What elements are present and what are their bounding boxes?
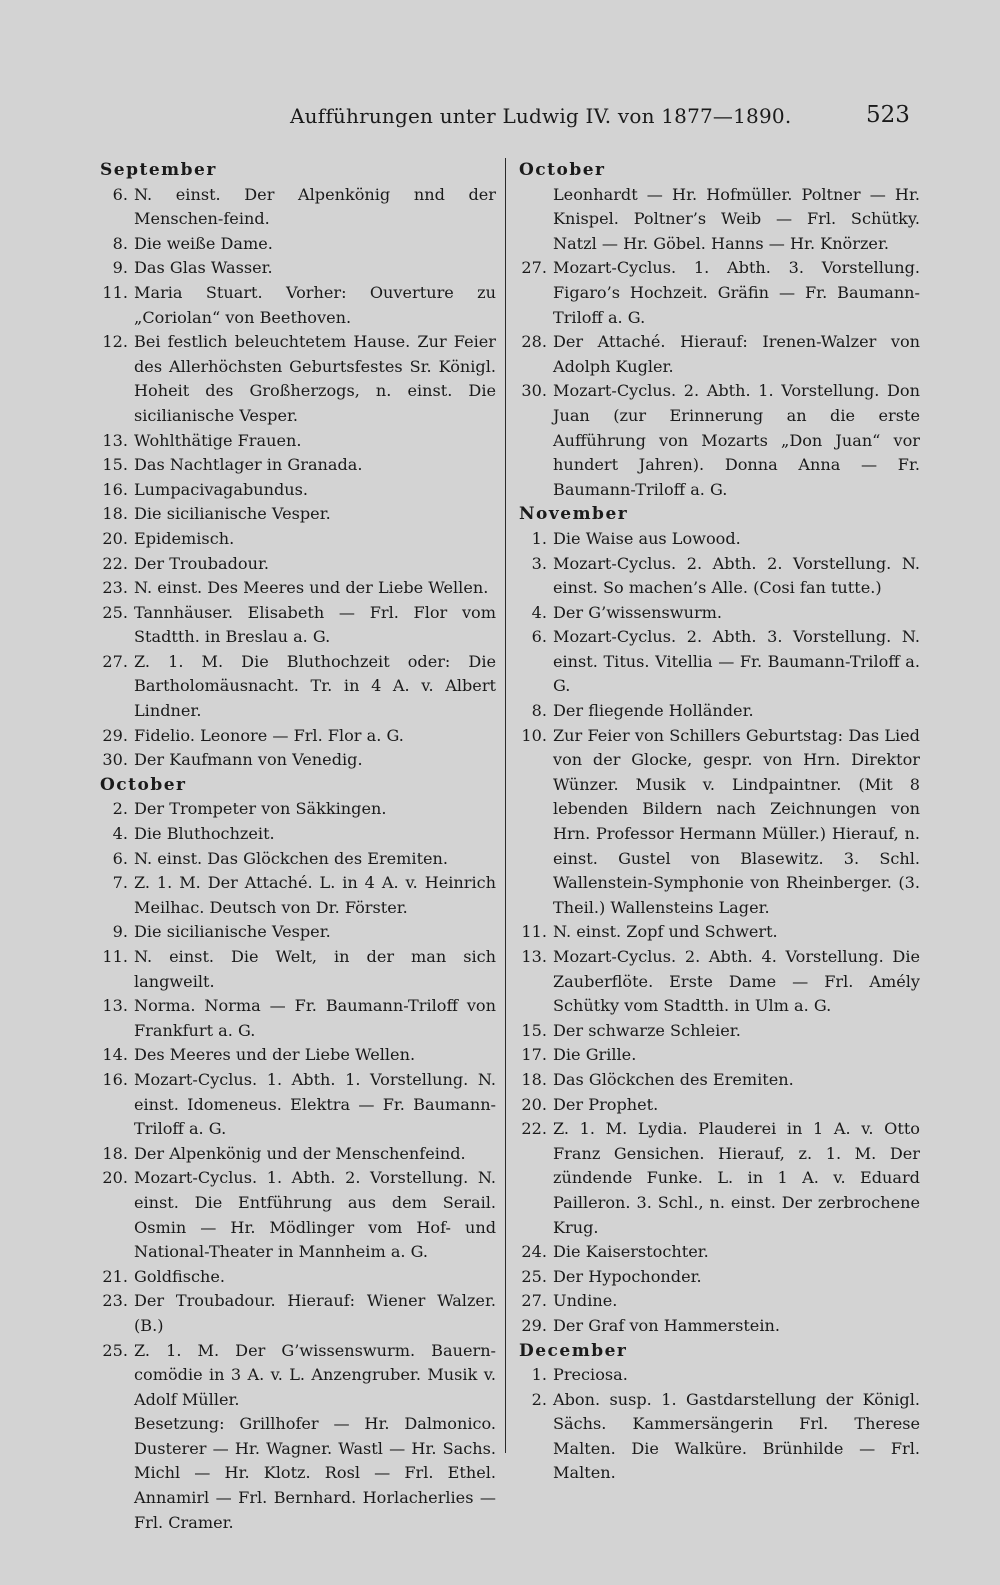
month-heading: October — [519, 160, 606, 180]
entry-day: 10. — [521, 725, 547, 745]
left-column — [96, 158, 496, 1535]
month-heading: October — [100, 774, 187, 795]
performance-entry — [515, 699, 920, 724]
entry-text: Die weiße Dame. — [134, 233, 273, 253]
entry-text: Der G’wissenswurm. — [553, 602, 723, 622]
performance-entry — [96, 945, 496, 994]
performance-entry — [96, 429, 496, 454]
entry-text: Die sicilianische Vesper. — [134, 504, 331, 524]
entry-text: Der fliegende Holländer. — [553, 701, 754, 721]
performance-entry — [96, 724, 496, 749]
entry-day: 2. — [531, 1389, 547, 1409]
entry-text: Mozart-Cyclus. 2. Abth. 4. Vorstellung. Die Zauberflöte. Erste Dame — Frl. Amély Schütky vom Stadtth. in Ulm a. G. — [553, 947, 920, 1016]
performance-entry — [515, 379, 920, 502]
entry-text: Die Kaiserstochter. — [553, 1242, 709, 1262]
performance-entry — [515, 1117, 920, 1240]
entry-text: Die Bluthochzeit. — [134, 824, 275, 844]
entry-text: Lumpacivagabundus. — [134, 479, 309, 499]
entry-day: 11. — [102, 282, 128, 302]
entry-day: 22. — [521, 1119, 547, 1139]
performance-entry — [515, 330, 920, 379]
entry-day: 23. — [102, 1291, 128, 1311]
entry-day: 4. — [531, 602, 547, 622]
entry-day: 24. — [521, 1242, 547, 1262]
performance-entry — [96, 1265, 496, 1290]
page-number: 523 — [866, 102, 910, 128]
entry-day: 13. — [102, 996, 128, 1016]
performance-entry — [515, 1314, 920, 1339]
entry-day: 17. — [521, 1045, 547, 1065]
performance-entry — [96, 256, 496, 281]
performance-entry — [96, 847, 496, 872]
entry-text: Der Attaché. Hierauf: Irenen-Walzer von Adolph Kugler. — [553, 332, 920, 376]
performance-entry — [515, 527, 920, 552]
performance-entry — [515, 1363, 920, 1388]
performance-entry — [96, 1043, 496, 1068]
entry-text: Der Troubadour. Hierauf: Wiener Walzer. (B.) — [134, 1291, 496, 1335]
performance-entry — [96, 1289, 496, 1338]
entry-day: 29. — [521, 1315, 547, 1335]
performance-entry — [96, 576, 496, 601]
entry-day: 15. — [102, 455, 128, 475]
entry-day: 16. — [102, 1069, 128, 1089]
entry-day: 6. — [112, 184, 128, 204]
entry-continuation: Leonhardt — Hr. Hofmüller. Poltner — Hr. Knispel. Poltner’s Weib — Frl. Schütky. Natzl — Hr. Göbel. Hanns — Hr. Knörzer. — [553, 184, 920, 253]
entry-text: Epidemisch. — [134, 528, 235, 548]
entry-day: 2. — [112, 799, 128, 819]
performance-entry — [96, 601, 496, 650]
month-heading: December — [519, 1340, 628, 1361]
entry-text: Tannhäuser. Elisabeth — Frl. Flor vom Stadtth. in Breslau a. G. — [134, 602, 496, 647]
performance-entry — [515, 1388, 920, 1486]
performance-entry — [96, 232, 496, 257]
entry-day: 12. — [102, 332, 128, 352]
performance-entry — [515, 625, 920, 699]
entry-day: 6. — [531, 627, 547, 647]
entry-day: 7. — [112, 873, 128, 893]
entry-text: Der Prophet. — [553, 1094, 659, 1114]
performance-entry — [515, 256, 920, 330]
right-column — [515, 158, 920, 1486]
performance-entry — [96, 920, 496, 945]
entry-day: 15. — [521, 1020, 547, 1040]
entry-day: 13. — [521, 947, 547, 966]
entry-text: Des Meeres und der Liebe Wellen. — [134, 1045, 416, 1065]
performance-entry — [96, 183, 496, 232]
performance-entry — [96, 1068, 496, 1142]
entry-text: Der Troubadour. — [134, 553, 270, 573]
entry-day: 18. — [102, 504, 128, 524]
entry-text: Der Hypochonder. — [553, 1266, 702, 1286]
entry-day: 11. — [521, 922, 547, 942]
performance-entry — [96, 478, 496, 503]
performance-entry — [515, 552, 920, 601]
entry-text: Fidelio. Leonore — Frl. Flor a. G. — [134, 725, 404, 745]
entry-day: 20. — [102, 528, 128, 548]
entry-day: 27. — [521, 258, 547, 278]
entry-text: Preciosa. — [553, 1365, 628, 1385]
entry-text: Undine. — [553, 1291, 618, 1311]
entry-text: Mozart-Cyclus. 1. Abth. 2. Vorstellung. N. einst. Die Entführung aus dem Serail. Osmin — Hr. Mödlinger vom Hof- und National-Theater in Mannheim a. G. — [134, 1168, 496, 1262]
entry-text: Mozart-Cyclus. 1. Abth. 1. Vorstellung. N. einst. Idomeneus. Elektra — Fr. Baumann-Triloff a. G. — [134, 1069, 496, 1139]
performance-entry — [515, 601, 920, 626]
entry-day: 27. — [521, 1291, 547, 1311]
entry-text: Das Nachtlager in Granada. — [134, 455, 363, 475]
entry-day: 9. — [112, 922, 128, 942]
entry-day: 30. — [521, 381, 547, 401]
entry-text: Die Waise aus Lowood. — [553, 528, 741, 548]
performance-entry — [96, 797, 496, 822]
entry-day: 29. — [102, 725, 128, 745]
entry-day: 27. — [102, 651, 128, 671]
performance-entry — [515, 1068, 920, 1093]
column-divider — [505, 158, 506, 1453]
entry-day: 25. — [102, 1340, 128, 1360]
performance-entry — [96, 748, 496, 773]
performance-entry — [515, 920, 920, 945]
entry-day: 9. — [112, 258, 128, 278]
entry-text: Abon. susp. 1. Gastdarstellung der Königl. Sächs. Kammersängerin Frl. Therese Malten. Die Walküre. Brünhilde — Frl. Malten. — [553, 1389, 920, 1483]
performance-entry — [96, 330, 496, 428]
entry-text: Das Glas Wasser. — [134, 258, 273, 278]
performance-entry — [96, 871, 496, 920]
entry-text: Der Graf von Hammerstein. — [553, 1315, 780, 1335]
entry-day: 28. — [521, 332, 547, 352]
entry-text: N. einst. Des Meeres und der Liebe Wellen. — [134, 578, 489, 598]
entry-continuation: Besetzung: Grillhofer — Hr. Dalmonico. Dusterer — Hr. Wagner. Wastl — Hr. Sachs. Michl — Hr. Klotz. Rosl — Frl. Ethel. Annamirl — Frl. Bernhard. Horlacherlies — Frl. Cramer. — [134, 1414, 496, 1532]
entry-text: Maria Stuart. Vorher: Ouverture zu „Coriolan“ von Beethoven. — [134, 282, 496, 327]
entry-text: Mozart-Cyclus. 2. Abth. 3. Vorstellung. N. einst. Titus. Vitellia — Fr. Baumann-Triloff a. G. — [553, 627, 920, 696]
performance-entry — [515, 1019, 920, 1044]
performance-entry — [515, 1289, 920, 1314]
entry-text: Der Kaufmann von Venedig. — [134, 750, 363, 770]
entry-text: Die sicilianische Vesper. — [134, 922, 331, 942]
entry-text: Norma. Norma — Fr. Baumann-Triloff von Frankfurt a. G. — [134, 996, 496, 1040]
entry-text: Der Trompeter von Säkkingen. — [134, 799, 387, 819]
performance-entry — [515, 1240, 920, 1265]
entry-text: N. einst. Die Welt, in der man sich langweilt. — [134, 947, 496, 991]
entry-day: 16. — [102, 479, 128, 499]
performance-entry — [96, 281, 496, 330]
entry-text: Wohlthätige Frauen. — [134, 430, 302, 450]
entry-text: Der Alpenkönig und der Menschenfeind. — [134, 1143, 466, 1163]
entry-text: N. einst. Das Glöckchen des Eremiten. — [134, 848, 449, 868]
performance-entry — [96, 994, 496, 1043]
entry-text: Mozart-Cyclus. 2. Abth. 1. Vorstellung. Don Juan (zur Erinnerung an die erste Aufführung von Mozarts „Don Juan“ vor hundert Jahren). Donna Anna — Fr. Baumann-Triloff a. G. — [553, 381, 920, 499]
entry-day: 1. — [531, 528, 547, 548]
entry-day: 8. — [112, 233, 128, 253]
entry-day: 18. — [102, 1143, 128, 1163]
entry-day: 20. — [521, 1094, 547, 1114]
entry-day: 30. — [102, 750, 128, 770]
entry-day: 11. — [102, 947, 128, 966]
entry-text: Z. 1. M. Die Bluthochzeit oder: Die Bartholomäusnacht. Tr. in 4 A. v. Albert Lindner. — [134, 651, 496, 721]
entry-text: Der schwarze Schleier. — [553, 1020, 741, 1040]
performance-entry — [96, 822, 496, 847]
entry-text: N. einst. Zopf und Schwert. — [553, 922, 778, 942]
entry-day: 25. — [521, 1266, 547, 1286]
entry-text: Z. 1. M. Lydia. Plauderei in 1 A. v. Otto Franz Gensichen. Hierauf, z. 1. M. Der zündende Funke. L. in 1 A. v. Eduard Pailleron. 3. Schl., n. einst. Der zerbrochene Krug. — [553, 1119, 920, 1237]
entry-text: Mozart-Cyclus. 2. Abth. 2. Vorstellung. N. einst. So machen’s Alle. (Cosi fan tutte.) — [553, 553, 920, 598]
performance-entry — [96, 1166, 496, 1264]
entry-text: Z. 1. M. Der Attaché. L. in 4 A. v. Heinrich Meilhac. Deutsch von Dr. Förster. — [134, 873, 496, 917]
entry-day: 1. — [531, 1365, 547, 1385]
performance-entry — [515, 724, 920, 921]
entry-day: 21. — [102, 1266, 128, 1286]
entry-day: 8. — [531, 701, 547, 721]
entry-text: Das Glöckchen des Eremiten. — [553, 1069, 794, 1089]
entry-day: 14. — [102, 1045, 128, 1065]
performance-entry — [515, 1093, 920, 1118]
performance-entry — [96, 552, 496, 577]
entry-text: Bei festlich beleuchtetem Hause. Zur Feier des Allerhöchsten Geburtsfestes Sr. Königl. Hoheit des Großherzogs, n. einst. Die sicilianische Vesper. — [134, 332, 496, 425]
page-header — [0, 104, 1000, 134]
entry-day: 3. — [531, 553, 547, 573]
month-heading: September — [100, 160, 217, 180]
entry-day: 6. — [112, 848, 128, 868]
running-title: Aufführungen unter Ludwig IV. von 1877—1890. — [290, 104, 792, 128]
entry-day: 23. — [102, 578, 128, 598]
entry-day: 25. — [102, 602, 128, 622]
entry-day: 13. — [102, 430, 128, 450]
entry-text: Goldfische. — [134, 1266, 226, 1286]
performance-entry — [515, 945, 920, 1019]
performance-entry — [96, 650, 496, 724]
performance-entry — [515, 1265, 920, 1290]
entry-text: Z. 1. M. Der G’wissenswurm. Bauern-comödie in 3 A. v. L. Anzengruber. Musik v. Adolf Müller. — [134, 1340, 496, 1409]
entry-day: 20. — [102, 1168, 128, 1188]
entry-day: 4. — [112, 824, 128, 844]
entry-text: Die Grille. — [553, 1045, 637, 1065]
performance-entry — [515, 1043, 920, 1068]
performance-entry — [96, 453, 496, 478]
performance-entry — [96, 1339, 496, 1413]
month-heading: November — [519, 504, 629, 525]
performance-entry — [96, 502, 496, 527]
entry-text: Zur Feier von Schillers Geburtstag: Das Lied von der Glocke, gespr. von Hrn. Direktor Wünzer. Musik v. Lindpaintner. (Mit 8 lebenden Bildern nach Zeichnungen von Hrn. Professor Hermann Müller.) Hierauf, n. einst. Gustel von Blasewitz. 3. Schl. Wallenstein-Symphonie von Rheinberger. (3. Theil.) Wallensteins Lager. — [553, 725, 920, 917]
entry-text: Mozart-Cyclus. 1. Abth. 3. Vorstellung. Figaro’s Hochzeit. Gräfin — Fr. Baumann-Triloff a. G. — [553, 258, 920, 327]
performance-entry — [96, 527, 496, 552]
performance-entry — [96, 1142, 496, 1167]
entry-text: N. einst. Der Alpenkönig nnd der Menschen-feind. — [134, 184, 496, 229]
entry-day: 18. — [521, 1069, 547, 1089]
entry-day: 22. — [102, 553, 128, 573]
